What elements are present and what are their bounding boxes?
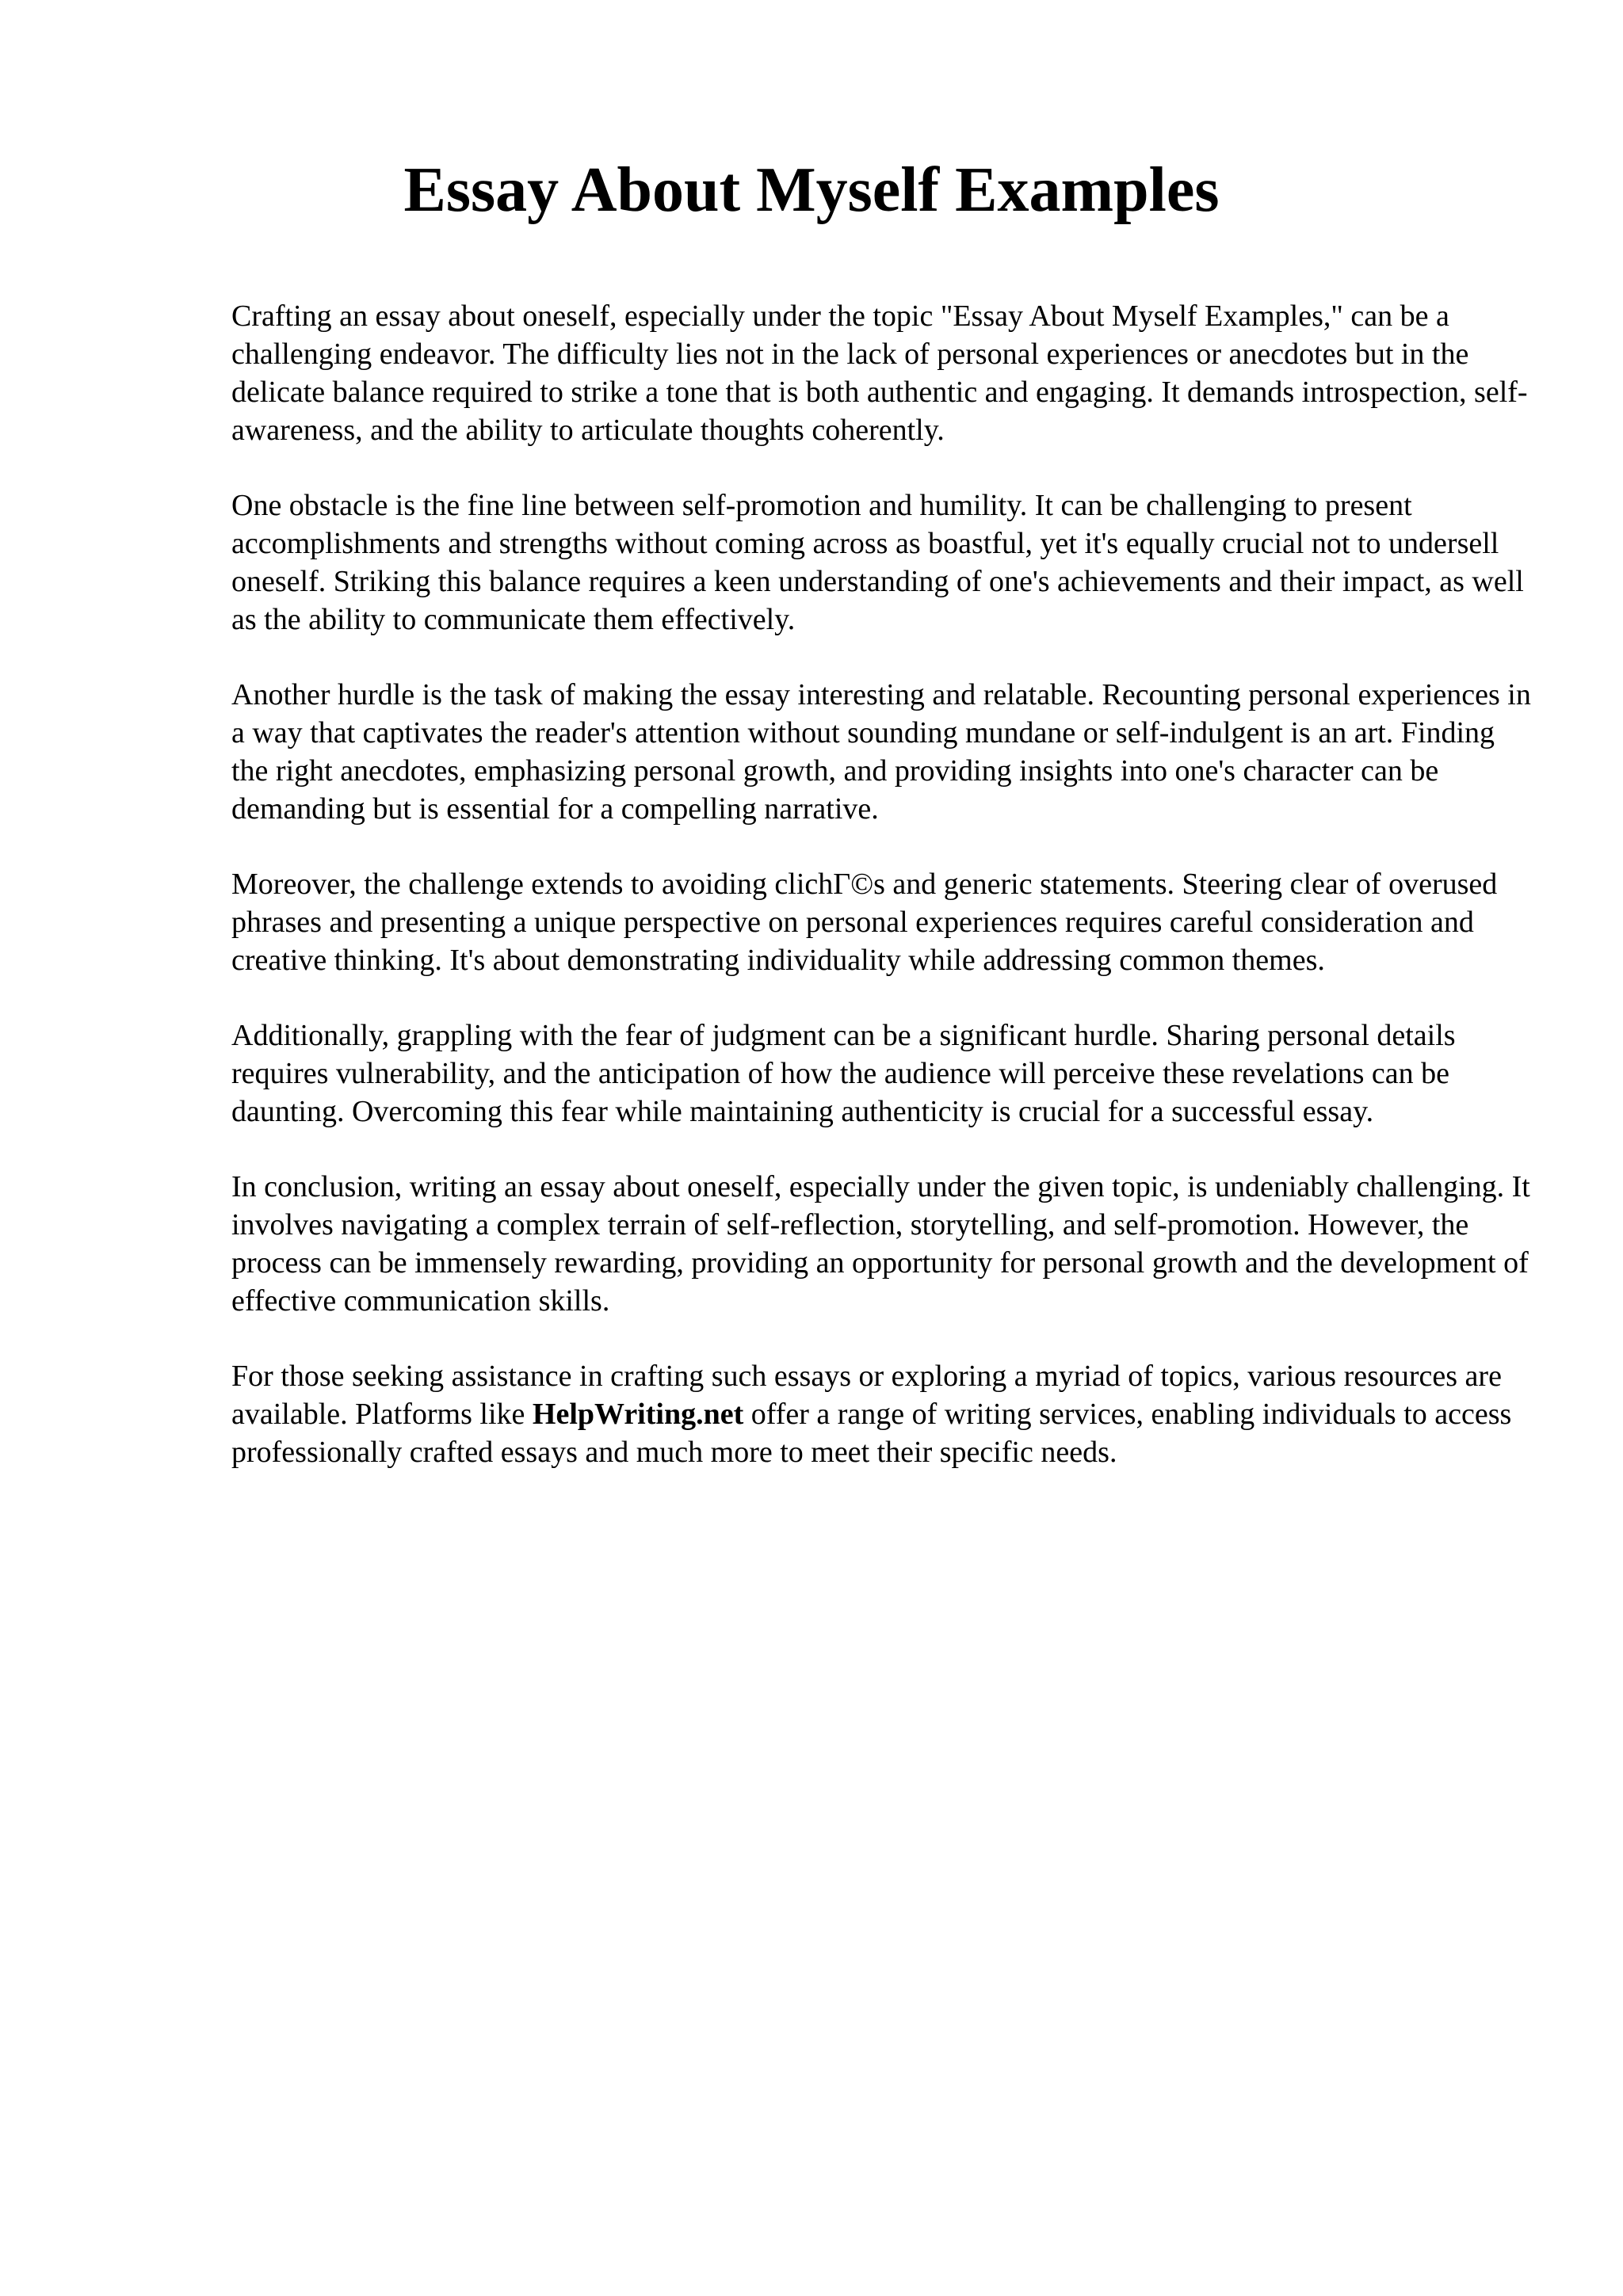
paragraph-relatable: Another hurdle is the task of making the essay interesting and relatable. Recounting personal experiences in a way that captivates the reader's attention without sounding mundane or self-indulgent is an art. Finding the right anecdotes, emphasizing personal growth, and providing insights into one's character can be demanding but is essential for a compelling narrative. [231, 678, 1531, 826]
paragraph-cliches: Moreover, the challenge extends to avoiding clichГ©s and generic statements. Steering clear of overused phrases and presenting a unique perspective on personal experiences requires careful consideration and creative thinking. It's about demonstrating individuality while addressing common themes. [231, 868, 1498, 977]
paragraph-closing [231, 1357, 1531, 1471]
closing-text-after: offer a range of writing services, enabling individuals to access professionally crafted essays and much more to meet their specific needs. [231, 1398, 1512, 1469]
paragraph-intro: Crafting an essay about oneself, especially under the topic "Essay About Myself Examples," can be a challenging endeavor. The difficulty lies not in the lack of personal experiences or anecdotes but in the delicate balance required to strike a tone that is both authentic and engaging. It demands introspection, self-awareness, and the ability to articulate thoughts coherently. [231, 299, 1528, 447]
brand-name: HelpWriting.net [532, 1398, 744, 1431]
document-title: Essay About Myself Examples [403, 155, 1220, 225]
paragraph-conclusion: In conclusion, writing an essay about oneself, especially under the given topic, is undeniably challenging. It involves navigating a complex terrain of self-reflection, storytelling, and self-promotion. However, the process can be immensely rewarding, providing an opportunity for personal growth and the development of effective communication skills. [231, 1170, 1530, 1318]
document-body [231, 297, 1531, 1508]
paragraph-judgment: Additionally, grappling with the fear of judgment can be a significant hurdle. Sharing personal details requires vulnerability, and the anticipation of how the audience will perceive these revelations can be daunting. Overcoming this fear while maintaining authenticity is crucial for a successful essay. [231, 1019, 1456, 1128]
closing-text-before: For those seeking assistance in crafting such essays or exploring a myriad of topics, various resources are available. Platforms like [231, 1360, 1502, 1431]
paragraph-self-promotion: One obstacle is the fine line between self-promotion and humility. It can be challenging to present accomplishments and strengths without coming across as boastful, yet it's equally crucial not to undersell oneself. Striking this balance requires a keen understanding of one's achievements and their impact, as well as the ability to communicate them effectively. [231, 489, 1524, 636]
